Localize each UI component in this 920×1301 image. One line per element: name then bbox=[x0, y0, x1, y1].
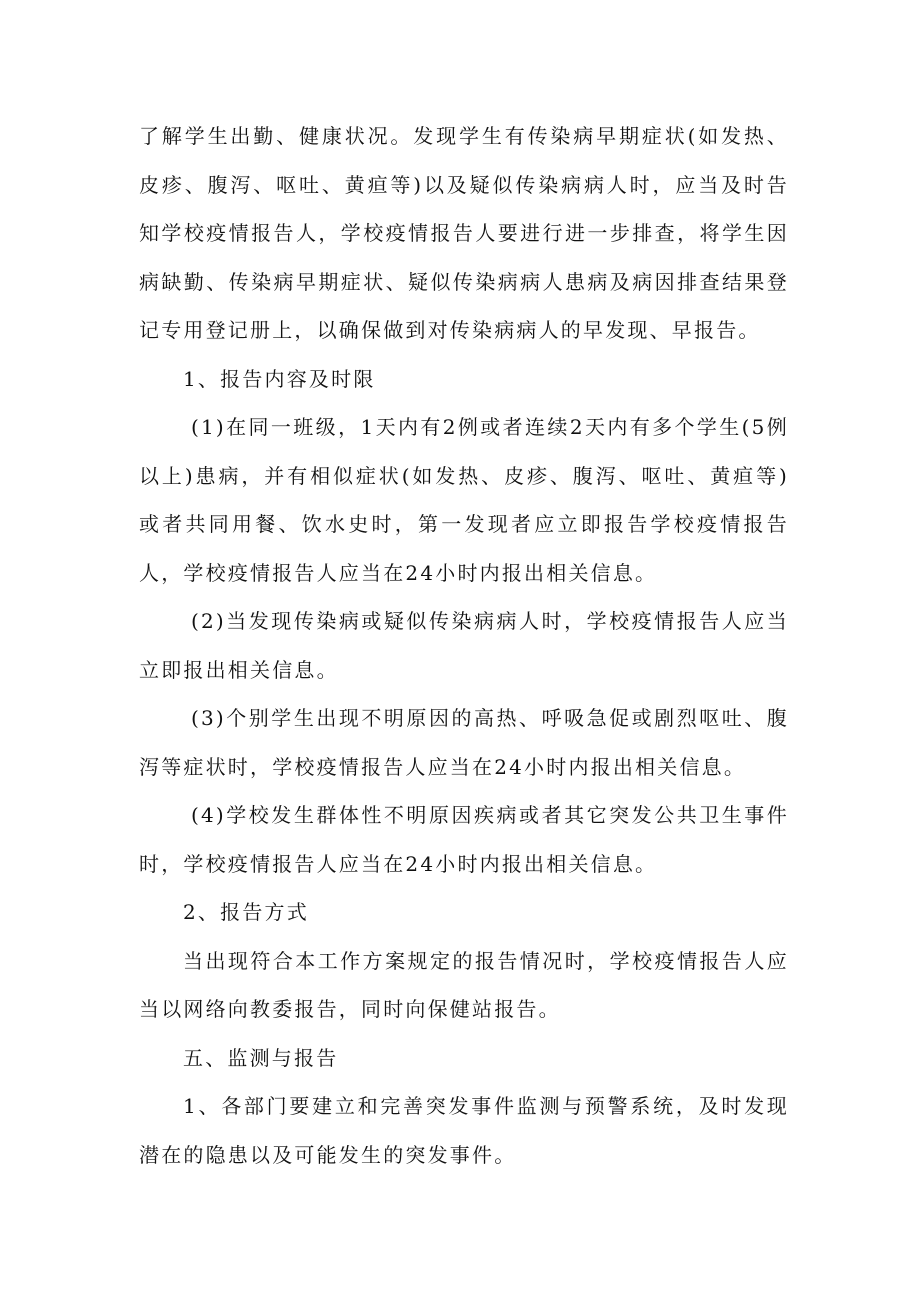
heading-report-content-and-deadline: 1、报告内容及时限 bbox=[183, 366, 376, 391]
item-2-paragraph: (2)当发现传染病或疑似传染病病人时，学校疫情报告人应当立即报出相关信息。 bbox=[139, 609, 789, 682]
item-4-paragraph: (4)学校发生群体性不明原因疾病或者其它突发公共卫生事件时，学校疫情报告人应当在24小时内报出相关信息。 bbox=[139, 803, 789, 876]
intro-paragraph: 了解学生出勤、健康状况。发现学生有传染病早期症状(如发热、皮疹、腹泻、呕吐、黄疸等)以及疑似传染病病人时，应当及时告知学校疫情报告人，学校疫情报告人要进行进一步排查，将学生因病缺勤、传染病早期症状、疑似传染病病人患病及病因排查结果登记专用登记册上，以确保做到对传染病病人的早发现、早报告。 bbox=[139, 124, 789, 342]
heading-report-method: 2、报告方式 bbox=[183, 900, 309, 924]
item-1-paragraph: (1)在同一班级，1天内有2例或者连续2天内有多个学生(5例以上)患病，并有相似症状(如发热、皮疹、腹泻、呕吐、黄疸等)或者共同用餐、饮水史时，第一发现者应立即报告学校疫情报告人，学校疫情报告人应当在24小时内报出相关信息。 bbox=[139, 415, 789, 585]
document-body bbox=[139, 112, 789, 1179]
monitoring-paragraph: 1、各部门要建立和完善突发事件监测与预警系统，及时发现潜在的隐患以及可能发生的突发事件。 bbox=[139, 1094, 789, 1167]
item-3-paragraph: (3)个别学生出现不明原因的高热、呼吸急促或剧烈呕吐、腹泻等症状时，学校疫情报告人应当在24小时内报出相关信息。 bbox=[139, 706, 789, 779]
heading-section-five: 五、监测与报告 bbox=[183, 1045, 339, 1070]
report-method-paragraph: 当出现符合本工作方案规定的报告情况时，学校疫情报告人应当以网络向教委报告，同时向保健站报告。 bbox=[139, 948, 789, 1021]
